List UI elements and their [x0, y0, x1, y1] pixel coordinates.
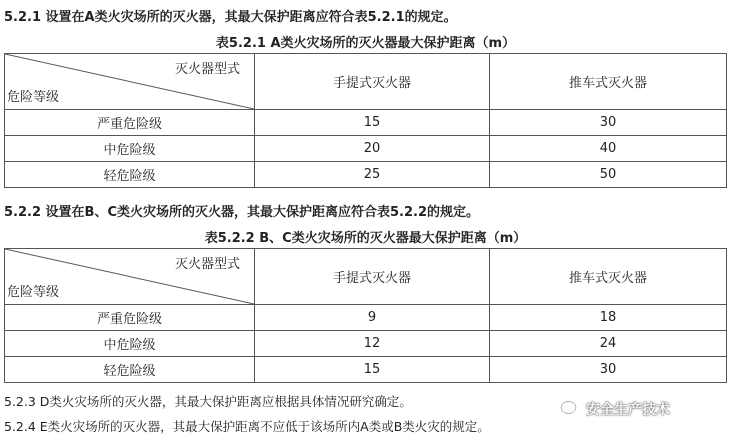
risk-level-cell: 中危险级: [5, 331, 255, 357]
corner-level-label: 危险等级: [7, 90, 60, 105]
portable-distance-cell: 15: [255, 110, 490, 136]
table-row: [5, 331, 727, 357]
risk-level-cell: 轻危险级: [5, 162, 255, 188]
wechat-icon: [560, 400, 582, 418]
table-header-row: [5, 54, 727, 110]
portable-distance-cell: 12: [255, 331, 490, 357]
section-heading-a: 5.2.1 设置在A类火灾场所的灭火器，其最大保护距离应符合表5.2.1的规定。: [4, 10, 457, 25]
portable-distance-cell: 25: [255, 162, 490, 188]
risk-level-cell: 轻危险级: [5, 357, 255, 383]
wheeled-distance-cell: 30: [490, 357, 727, 383]
column-header-portable: 手提式灭火器: [255, 54, 490, 110]
table-title-b: 表5.2.2 B、C类火灾场所的灭火器最大保护距离（m）: [204, 231, 527, 246]
section-heading-b: 5.2.2 设置在B、C类火灾场所的灭火器，其最大保护距离应符合表5.2.2的规定。: [4, 205, 480, 220]
note-d-class: 5.2.3 D类火灾场所的灭火器，其最大保护距离应根据具体情况研究确定。: [4, 394, 412, 409]
column-header-wheeled: 推车式灭火器: [490, 54, 727, 110]
note-e-class: 5.2.4 E类火灾场所的灭火器，其最大保护距离不应低于该场所内A类或B类火灾的规定。: [4, 419, 490, 434]
distance-table-b: [4, 248, 727, 383]
watermark-text: 安全生产技术: [586, 402, 670, 418]
table-row: [5, 357, 727, 383]
table-row: [5, 136, 727, 162]
column-header-wheeled: 推车式灭火器: [490, 249, 727, 305]
risk-level-cell: 中危险级: [5, 136, 255, 162]
table-row: [5, 162, 727, 188]
wheeled-distance-cell: 24: [490, 331, 727, 357]
risk-level-cell: 严重危险级: [5, 110, 255, 136]
column-header-portable: 手提式灭火器: [255, 249, 490, 305]
wheeled-distance-cell: 30: [490, 110, 727, 136]
header-corner-cell: [5, 249, 255, 305]
corner-type-label: 灭火器型式: [174, 257, 240, 272]
portable-distance-cell: 9: [255, 305, 490, 331]
portable-distance-cell: 15: [255, 357, 490, 383]
corner-level-label: 危险等级: [7, 285, 60, 300]
header-corner-cell: [5, 54, 255, 110]
table-row: [5, 110, 727, 136]
watermark: [560, 398, 670, 420]
wheeled-distance-cell: 18: [490, 305, 727, 331]
table-row: [5, 305, 727, 331]
table-header-row: [5, 249, 727, 305]
corner-type-label: 灭火器型式: [174, 62, 240, 77]
distance-table-a: [4, 53, 727, 188]
portable-distance-cell: 20: [255, 136, 490, 162]
risk-level-cell: 严重危险级: [5, 305, 255, 331]
table-title-a: 表5.2.1 A类火灾场所的灭火器最大保护距离（m）: [215, 36, 516, 51]
wheeled-distance-cell: 50: [490, 162, 727, 188]
wheeled-distance-cell: 40: [490, 136, 727, 162]
